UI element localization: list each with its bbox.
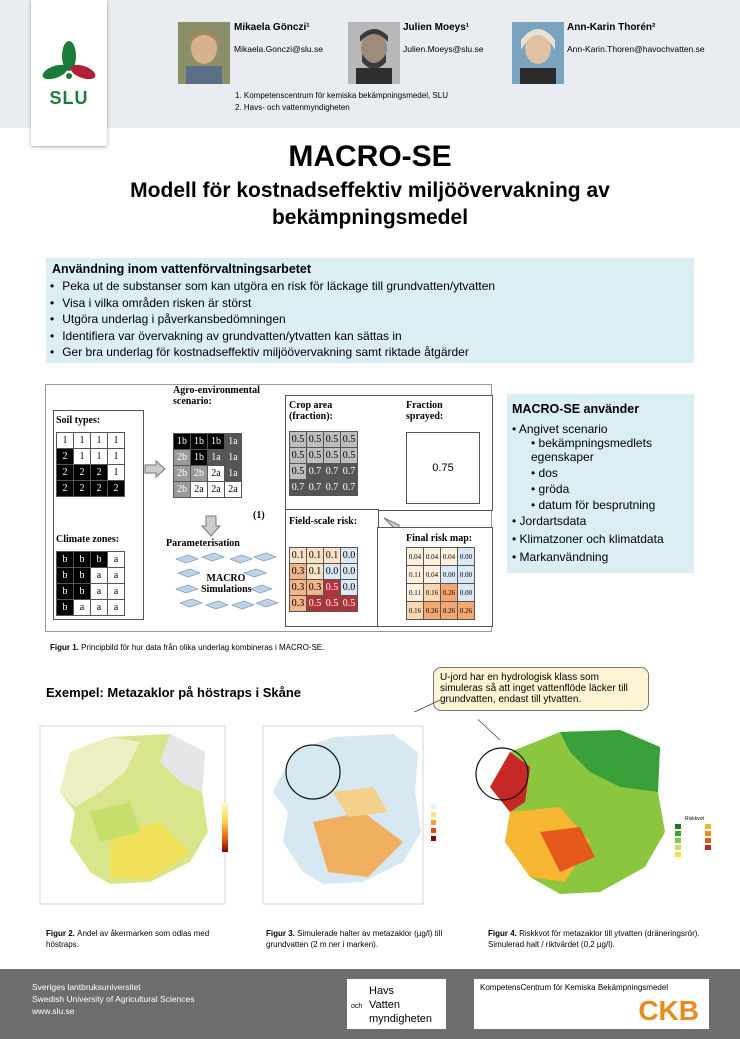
fig4-legend-title: Riskkvot <box>685 816 704 822</box>
fraction-value: 0.75 <box>432 462 454 474</box>
grid-cell: 1b <box>174 434 191 450</box>
figure-3-caption: Figur 3. Simulerade halter av metazaklor (µg/l) till grundvatten (2 m ner i marken). <box>266 929 443 949</box>
grid-row <box>407 602 475 620</box>
list-item: • bekämpningsmedlets egenskaper <box>531 436 652 464</box>
author-photo-2 <box>348 22 400 84</box>
grid-cell: 1b <box>191 450 208 466</box>
grid-cell: b <box>57 552 74 568</box>
grid-cell: 0.00 <box>458 566 475 584</box>
grid-cell: a <box>74 600 91 616</box>
final-label: Final risk map: <box>406 533 473 544</box>
grid-cell: b <box>57 568 74 584</box>
figure-2-caption: Figur 2. Andel av åkermarken som odlas med höstraps. <box>46 929 210 949</box>
map-figure-2 <box>30 712 255 912</box>
slu-flower-icon <box>31 0 107 90</box>
grid-cell: 0.5 <box>290 432 307 448</box>
grid-row <box>57 465 125 481</box>
grid-cell: b <box>91 552 108 568</box>
map-figure-3 <box>253 712 478 912</box>
grid-cell: b <box>57 600 74 616</box>
grid-cell: 1 <box>108 449 125 465</box>
grid-cell: 1 <box>74 433 91 449</box>
list-item: • Identifiera var övervakning av grundvatten/ytvatten kan sättas in <box>50 328 495 345</box>
soil-label: Soil types: <box>56 415 101 426</box>
grid-cell: 0.5 <box>290 464 307 480</box>
list-item: • Jordartsdata <box>512 514 587 528</box>
grid-row <box>290 464 358 480</box>
page-subtitle: Modell för kostnadseffektiv miljöövervakning av bekämpningsmedel <box>130 179 610 229</box>
grid-row <box>407 548 475 566</box>
grid-cell: 2b <box>174 482 191 498</box>
grid-cell: 1a <box>225 466 242 482</box>
list-item: • Klimatzoner och klimatdata <box>512 532 664 546</box>
grid-cell: 2 <box>108 481 125 497</box>
map-3-graphic <box>253 712 478 912</box>
grid-cell: 0.5 <box>307 596 324 612</box>
list-item: • Ger bra underlag för kostnadseffektiv miljöövervakning samt riktade åtgärder <box>50 344 495 361</box>
grid-cell: b <box>57 584 74 600</box>
fraction-box <box>406 432 480 504</box>
grid-row <box>57 449 125 465</box>
climate-grid <box>56 551 125 616</box>
soil-grid <box>56 432 125 497</box>
grid-cell: a <box>91 568 108 584</box>
grid-row <box>57 552 125 568</box>
grid-cell: a <box>108 600 125 616</box>
grid-cell: 0.7 <box>324 480 341 496</box>
grid-cell: 0.5 <box>341 432 358 448</box>
grid-cell: 0.7 <box>324 464 341 480</box>
grid-cell: 0.5 <box>307 448 324 464</box>
final-grid <box>406 547 475 620</box>
list-item: • Utgöra underlag i påverkansbedömningen <box>50 311 495 328</box>
grid-cell: 2 <box>74 481 91 497</box>
grid-row <box>57 568 125 584</box>
author-name-3: Ann-Karin Thorén² <box>567 22 656 33</box>
grid-cell: 1b <box>208 434 225 450</box>
grid-row <box>174 434 242 450</box>
footer <box>0 969 740 1039</box>
grid-cell: 2b <box>174 450 191 466</box>
grid-cell: 1 <box>108 433 125 449</box>
uses-box <box>507 394 694 573</box>
grid-cell: 2a <box>225 482 242 498</box>
field-label: Field-scale risk: <box>289 516 358 527</box>
list-item: • dos <box>531 466 558 480</box>
author-email-3[interactable]: Ann-Karin.Thoren@havochvatten.se <box>567 44 705 54</box>
grid-cell: 1 <box>57 433 74 449</box>
list-item: • Angivet scenario <box>512 422 608 436</box>
map-4-graphic <box>470 712 735 907</box>
author-photo-1 <box>178 22 230 84</box>
grid-cell: 0.11 <box>407 584 424 602</box>
grid-cell: 0.1 <box>324 548 341 564</box>
grid-cell: 0.26 <box>441 584 458 602</box>
grid-cell: 0.0 <box>341 564 358 580</box>
grid-cell: a <box>108 552 125 568</box>
grid-cell: 1a <box>208 450 225 466</box>
grid-cell: 0.1 <box>290 548 307 564</box>
grid-cell: 0.3 <box>290 564 307 580</box>
grid-cell: 0.04 <box>424 548 441 566</box>
list-item: • Peka ut de substanser som kan utgöra en risk för läckage till grundvatten/ytvatten <box>50 278 495 295</box>
grid-cell: 0.7 <box>341 464 358 480</box>
grid-cell: 0.1 <box>307 564 324 580</box>
grid-cell: 1a <box>225 434 242 450</box>
grid-cell: a <box>91 600 108 616</box>
grid-cell: 1 <box>91 449 108 465</box>
uses-heading: MACRO-SE använder <box>512 402 640 416</box>
grid-cell: 0.5 <box>324 596 341 612</box>
grid-row <box>174 482 242 498</box>
grid-cell: 2a <box>191 482 208 498</box>
list-item: • gröda <box>531 482 570 496</box>
grid-row <box>290 580 358 596</box>
grid-row <box>290 548 358 564</box>
macro-label: MACRO Simulations <box>201 573 252 595</box>
slu-logo <box>31 0 107 146</box>
grid-cell: b <box>74 568 91 584</box>
grid-cell: 0.00 <box>458 548 475 566</box>
page-title: MACRO-SE <box>288 140 452 173</box>
grid-cell: 0.5 <box>324 580 341 596</box>
grid-cell: 1 <box>91 433 108 449</box>
map-figure-4 <box>470 712 735 907</box>
grid-cell: 0.5 <box>290 448 307 464</box>
grid-cell: 0.04 <box>407 548 424 566</box>
figure-4-caption: Figur 4. Riskkvot för metazaklor till ytvatten (dräneringsrör). Simulerad halt / riktvärdet (0,2 µg/l). <box>488 929 700 949</box>
grid-cell: 2 <box>57 465 74 481</box>
figure-1-caption: Figur 1. Principbild för hur data från olika underlag kombineras i MACRO-SE. <box>50 643 325 652</box>
agro-label: Agro-environmental scenario: <box>173 385 260 407</box>
grid-cell: 2a <box>208 466 225 482</box>
grid-cell: 0.26 <box>424 602 441 620</box>
grid-cell: 1 <box>74 449 91 465</box>
grid-row <box>174 450 242 466</box>
map-2-graphic <box>30 712 255 912</box>
list-item: • datum för besprutning <box>531 498 656 512</box>
grid-cell: a <box>91 584 108 600</box>
grid-cell: 1b <box>191 434 208 450</box>
grid-cell: 2 <box>91 481 108 497</box>
grid-cell: a <box>108 584 125 600</box>
marker-1: (1) <box>253 510 265 521</box>
usage-box <box>46 258 694 363</box>
grid-row <box>290 448 358 464</box>
grid-row <box>407 584 475 602</box>
grid-row <box>57 481 125 497</box>
grid-cell: 0.5 <box>324 448 341 464</box>
ckb-logo: KompetensCentrum för Kemiska Bekämpningsmedel CKB <box>474 979 709 1029</box>
grid-row <box>290 432 358 448</box>
grid-row <box>57 584 125 600</box>
author-email-1[interactable]: Mikaela.Gonczi@slu.se <box>234 44 323 54</box>
usage-list <box>50 278 495 361</box>
grid-cell: 0.7 <box>307 480 324 496</box>
grid-cell: 0.7 <box>307 464 324 480</box>
grid-cell: 0.0 <box>341 548 358 564</box>
grid-cell: 0.0 <box>324 564 341 580</box>
grid-cell: 2a <box>208 482 225 498</box>
list-item: • Markanvändning <box>512 550 609 564</box>
grid-row <box>174 466 242 482</box>
footer-text: Sveriges lantbruksuniversitet Swedish University of Agricultural Sciences www.slu.se <box>32 982 195 1016</box>
slu-logo-text: SLU <box>49 88 89 108</box>
arrow-down-icon <box>201 515 221 537</box>
grid-row <box>290 596 358 612</box>
grid-cell: 2 <box>57 449 74 465</box>
grid-cell: 0.00 <box>441 566 458 584</box>
havs-vatten-logo: Havs och Vatten myndigheten <box>347 979 446 1029</box>
author-photo-3 <box>512 22 564 84</box>
callout-note: U-jord har en hydrologisk klass som simuleras så att inget vattenflöde läcker till grundvatten, endast till ytvatten. <box>433 667 649 711</box>
crop-grid <box>289 431 358 496</box>
arrow-right-icon <box>144 460 166 478</box>
agro-grid <box>173 433 242 498</box>
climate-label: Climate zones: <box>56 534 120 545</box>
grid-cell: 1 <box>108 465 125 481</box>
grid-cell: 0.3 <box>290 580 307 596</box>
grid-cell: 0.5 <box>307 432 324 448</box>
grid-cell: 0.00 <box>458 584 475 602</box>
grid-cell: 0.11 <box>407 566 424 584</box>
grid-cell: b <box>74 584 91 600</box>
grid-cell: 2 <box>57 481 74 497</box>
grid-row <box>57 600 125 616</box>
grid-cell: 0.26 <box>441 602 458 620</box>
grid-cell: 0.04 <box>441 548 458 566</box>
grid-cell: 0.5 <box>341 596 358 612</box>
author-name-2: Julien Moeys¹ <box>403 22 470 33</box>
grid-cell: 0.1 <box>307 548 324 564</box>
grid-row <box>290 564 358 580</box>
usage-heading: Användning inom vattenförvaltningsarbetet <box>52 262 312 276</box>
grid-cell: 2 <box>74 465 91 481</box>
example-title: Exempel: Metazaklor på höstraps i Skåne <box>46 685 302 700</box>
grid-cell: a <box>108 568 125 584</box>
param-label: Parameterisation <box>166 538 240 549</box>
grid-cell: 0.16 <box>407 602 424 620</box>
fraction-label: Fraction sprayed: <box>406 400 444 422</box>
grid-cell: 1a <box>225 450 242 466</box>
grid-row <box>290 480 358 496</box>
grid-cell: 0.5 <box>324 432 341 448</box>
grid-cell: 0.5 <box>341 448 358 464</box>
grid-row <box>407 566 475 584</box>
grid-cell: 2b <box>191 466 208 482</box>
grid-cell: 0.04 <box>424 566 441 584</box>
list-item: • Visa i vilka områden risken är störst <box>50 295 495 312</box>
grid-cell: 2 <box>91 465 108 481</box>
grid-cell: 0.16 <box>424 584 441 602</box>
affiliation-2: 2. Havs- och vattenmyndigheten <box>235 103 350 112</box>
crop-label: Crop area (fraction): <box>289 400 333 422</box>
grid-cell: 0.3 <box>290 596 307 612</box>
grid-cell: 0.7 <box>290 480 307 496</box>
grid-cell: 0.26 <box>458 602 475 620</box>
grid-row <box>57 433 125 449</box>
affiliation-1: 1. Kompetenscentrum för kemiska bekämpningsmedel, SLU <box>235 91 448 100</box>
grid-cell: 0.3 <box>307 580 324 596</box>
field-grid <box>289 547 358 612</box>
author-email-2[interactable]: Julien.Moeys@slu.se <box>403 44 484 54</box>
figure-1-diagram <box>45 384 492 632</box>
grid-cell: 0.0 <box>341 580 358 596</box>
grid-cell: 0.7 <box>341 480 358 496</box>
grid-cell: b <box>74 552 91 568</box>
grid-cell: 2b <box>174 466 191 482</box>
author-name-1: Mikaela Gönczi¹ <box>234 22 310 33</box>
